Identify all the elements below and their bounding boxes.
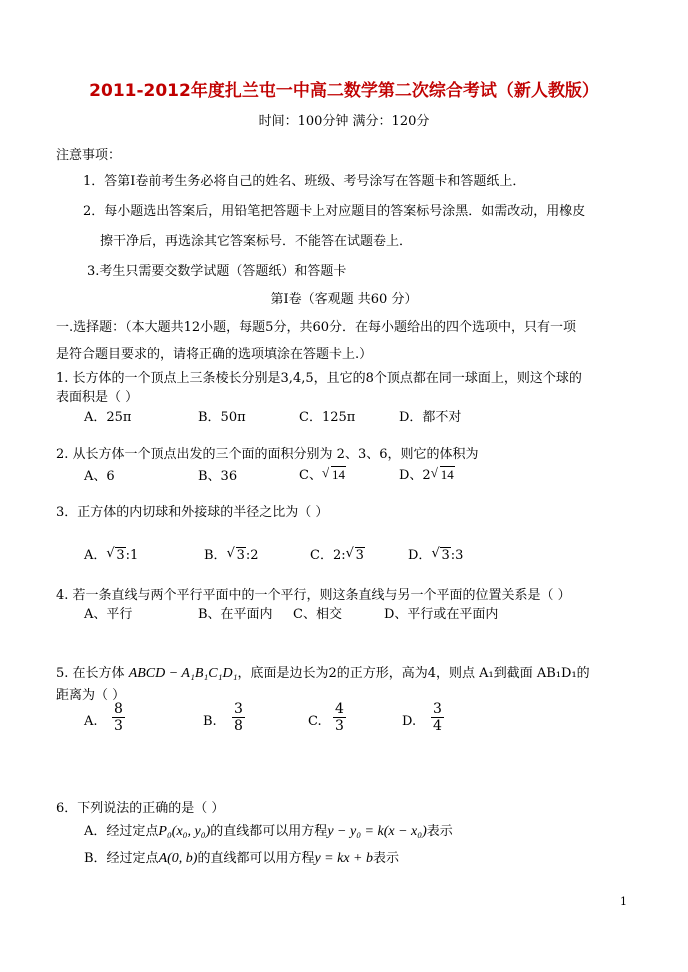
q5-option-d-label: D. bbox=[402, 714, 417, 729]
q1-stem-1: 1. 长方体的一个顶点上三条棱长分别是3,4,5，且它的8个顶点都在同一球面上，则这个球的 bbox=[56, 371, 582, 386]
q4-option-a: A、平行 bbox=[84, 607, 133, 622]
section-heading: 第Ⅰ卷（客观题 共60 分） bbox=[270, 292, 418, 307]
q2-option-c: C、 √ 14 bbox=[299, 465, 345, 483]
q4-stem: 4. 若一条直线与两个平行平面中的一个平行，则这条直线与另一个平面的位置关系是（ ） bbox=[56, 588, 571, 603]
notice-3: 3.考生只需要交数学试题（答题纸）和答题卡 bbox=[87, 264, 347, 279]
notice-1: 1．答第Ⅰ卷前考生务必将自己的姓名、班级、考号涂写在答题卡和答题纸上． bbox=[83, 174, 526, 189]
q1-option-d: D．都不对 bbox=[399, 410, 462, 425]
part-desc-2: 是符合题目要求的，请将正确的选项填涂在答题卡上.） bbox=[56, 347, 373, 362]
q1-option-c: C．125π bbox=[299, 410, 356, 425]
page-number: 1 bbox=[620, 895, 627, 908]
q2-stem: 2. 从长方体一个顶点出发的三个面的面积分别为 2、3、6，则它的体积为 bbox=[56, 447, 479, 462]
q1-stem-2: 表面积是（ ） bbox=[56, 390, 139, 405]
notice-2a: 2．每小题选出答案后，用铅笔把答题卡上对应题目的答案标号涂黑．如需改动，用橡皮 bbox=[83, 204, 586, 219]
q5-stem-1: 5. 在长方体 ABCD − A₁B₁C₁D₁，底面是边长为2的正方形，高为4，则点 A₁到截面 AB₁D₁的 bbox=[56, 666, 590, 681]
q4-option-c: C、相交 bbox=[293, 607, 342, 622]
notice-heading: 注意事项： bbox=[56, 148, 122, 163]
q6-stem: 6．下列说法的正确的是（ ） bbox=[56, 801, 225, 816]
part-desc-1: 一.选择题：（本大题共12小题，每题5分，共60分．在每小题给出的四个选项中，只有一项 bbox=[56, 320, 576, 335]
q2-option-a: A、6 bbox=[84, 469, 115, 484]
q1-option-b: B．50π bbox=[198, 410, 246, 425]
q1-option-a: A．25π bbox=[84, 410, 132, 425]
q5-option-b-label: B. bbox=[203, 714, 217, 729]
q3-option-a: A． √ 3:1 bbox=[84, 546, 139, 563]
q3-stem: 3．正方体的内切球和外接球的半径之比为（ ） bbox=[56, 505, 329, 520]
exam-subtitle: 时间：100分钟 满分：120分 bbox=[258, 114, 430, 129]
q4-option-d: D、平行或在平面内 bbox=[384, 607, 499, 622]
q6-option-b: B．经过定点A(0, b)的直线都可以用方程y = kx + b表示 bbox=[84, 851, 400, 866]
q5-option-b-fraction: $\frac{3}{8}$ bbox=[234, 701, 243, 734]
q5-stem-2: 距离为（ ） bbox=[56, 688, 126, 703]
q5-option-a-fraction: $\frac{8}{3}$ bbox=[114, 701, 123, 734]
q5-option-c-fraction: $\frac{4}{3}$ bbox=[335, 701, 344, 734]
exam-title: 2011-2012年度扎兰屯一中高二数学第二次综合考试（新人教版） bbox=[89, 81, 599, 101]
q2-option-d: D、2 √ 14 bbox=[399, 465, 454, 483]
q3-option-c: C．2: √ 3 bbox=[310, 546, 364, 563]
q3-option-b: B． √ 3:2 bbox=[204, 546, 259, 563]
q4-option-b: B、在平面内 bbox=[198, 607, 273, 622]
q2-option-b: B、36 bbox=[198, 469, 238, 484]
q5-option-a-label: A. bbox=[84, 714, 98, 729]
q3-option-d: D． √ 3:3 bbox=[408, 546, 464, 563]
q5-option-d-fraction: $\frac{3}{4}$ bbox=[433, 701, 442, 734]
notice-2b: 擦干净后，再选涂其它答案标号．不能答在试题卷上． bbox=[100, 234, 413, 249]
q5-option-c-label: C. bbox=[308, 714, 322, 729]
q6-option-a: A．经过定点P₀(x₀, y₀)的直线都可以用方程y − y₀ = k(x − x₀)表示 bbox=[84, 824, 453, 839]
